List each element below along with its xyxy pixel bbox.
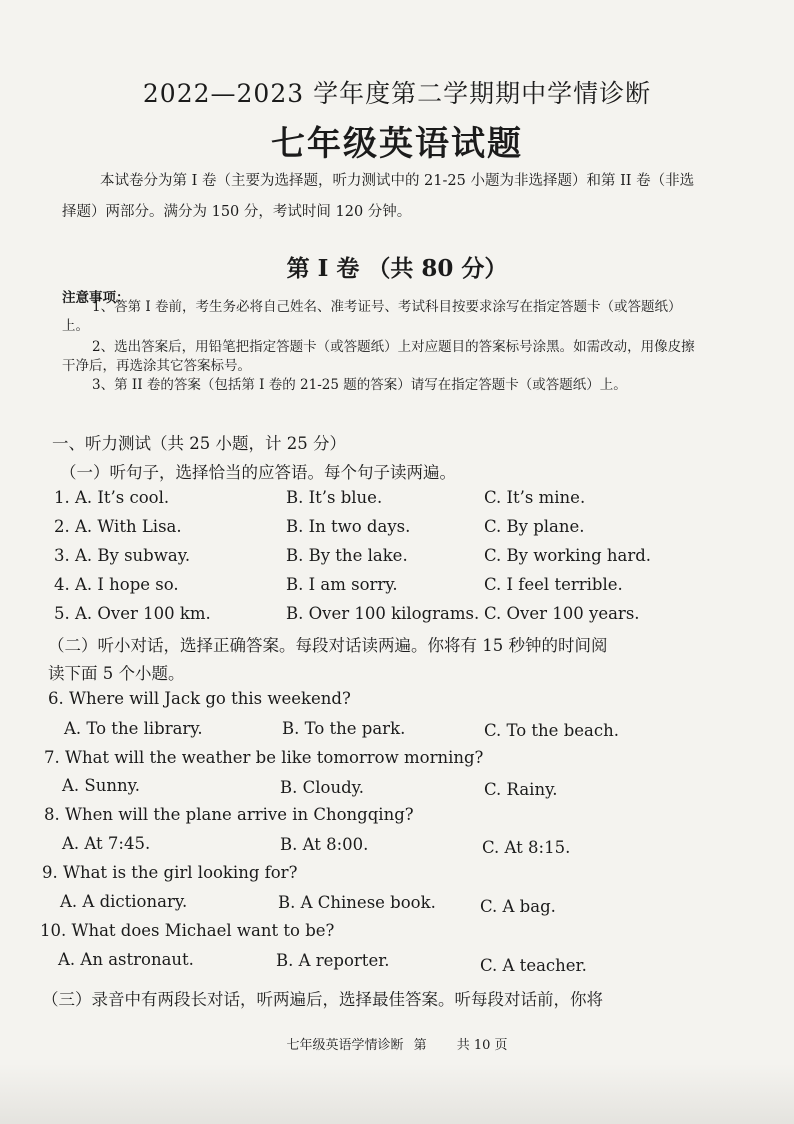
item-7-option-c: C. Rainy. <box>484 780 558 799</box>
item-10-option-b: B. A reporter. <box>276 951 390 970</box>
item-6-option-a: A. To the library. <box>64 719 203 738</box>
exam-title-year: 2022—2023 学年度第二学期期中学情诊断 <box>142 79 652 108</box>
item-5-option-c: C. Over 100 years. <box>484 604 640 623</box>
subsection-1-instruction: （一）听句子，选择恰当的应答语。每个句子读两遍。 <box>60 463 456 482</box>
intro-paragraph: 本试卷分为第 I 卷（主要为选择题，听力测试中的 21-25 小题为非选择题）和第 II 卷（非选择题）两部分。满分为 150 分，考试时间 120 分钟。 <box>62 173 695 220</box>
item-3-option-c: C. By working hard. <box>484 546 652 565</box>
item-8-question: 8. When will the plane arrive in Chongqing? <box>44 805 414 824</box>
item-3-option-b: B. By the lake. <box>286 546 408 565</box>
item-2-option-a: 2. A. With Lisa. <box>54 517 182 536</box>
item-7-question: 7. What will the weather be like tomorrow morning? <box>44 748 484 767</box>
item-2-option-b: B. In two days. <box>286 517 411 536</box>
item-5-option-a: 5. A. Over 100 km. <box>54 604 211 623</box>
item-5-option-b: B. Over 100 kilograms. <box>286 604 480 623</box>
note-3: 3、第 II 卷的答案（包括第 I 卷的 21-25 题的答案）请写在指定答题卡（或答题纸）上。 <box>92 377 627 393</box>
subsection-2-instruction-line2: 读下面 5 个小题。 <box>48 664 185 683</box>
note-2: 2、选出答案后，用铅笔把指定答题卡（或答题纸）上对应题目的答案标号涂黑。如需改动，用像皮擦干净后，再选涂其它答案标号。 <box>62 339 695 374</box>
item-6-option-b: B. To the park. <box>282 719 406 738</box>
item-8-option-c: C. At 8:15. <box>482 838 571 857</box>
footer-total-pages: 共 10 页 <box>456 1038 508 1053</box>
item-9-question: 9. What is the girl looking for? <box>42 863 298 882</box>
part-one-title: 第 I 卷 （共 80 分） <box>286 255 508 282</box>
item-7-option-b: B. Cloudy. <box>280 778 365 797</box>
item-1-option-b: B. It’s blue. <box>286 488 383 507</box>
item-9-option-a: A. A dictionary. <box>60 892 188 911</box>
item-1-option-c: C. It’s mine. <box>484 488 586 507</box>
item-6-option-c: C. To the beach. <box>484 721 619 740</box>
page-footer <box>0 1034 794 1053</box>
item-4-option-a: 4. A. I hope so. <box>54 575 179 594</box>
footer-exam-name: 七年级英语学情诊断 <box>286 1038 404 1053</box>
item-2-option-c: C. By plane. <box>484 517 585 536</box>
item-10-option-c: C. A teacher. <box>480 956 587 975</box>
item-10-question: 10. What does Michael want to be? <box>40 921 335 940</box>
item-1-option-a: 1. A. It’s cool. <box>54 488 170 507</box>
item-8-option-b: B. At 8:00. <box>280 835 369 854</box>
scan-shadow <box>0 1064 794 1124</box>
exam-title-subject: 七年级英语试题 <box>271 124 523 164</box>
item-8-option-a: A. At 7:45. <box>62 834 151 853</box>
item-4-option-c: C. I feel terrible. <box>484 575 623 594</box>
item-4-option-b: B. I am sorry. <box>286 575 398 594</box>
item-9-option-b: B. A Chinese book. <box>278 893 436 912</box>
note-1: 1、答第 I 卷前，考生务必将自己姓名、准考证号、考试科目按要求涂写在指定答题卡（或答题纸）上。 <box>62 299 682 334</box>
subsection-2-instruction-line1: （二）听小对话，选择正确答案。每段对话读两遍。你将有 15 秒钟的时间阅 <box>48 636 608 655</box>
notes-title: 注意事项： <box>62 290 130 306</box>
item-9-option-c: C. A bag. <box>480 897 556 916</box>
subsection-3-instruction: （三）录音中有两段长对话，听两遍后，选择最佳答案。听每段对话前，你将 <box>42 990 603 1009</box>
item-3-option-a: 3. A. By subway. <box>54 546 191 565</box>
footer-page-marker: 第 <box>413 1038 427 1053</box>
item-10-option-a: A. An astronaut. <box>58 950 194 969</box>
item-6-question: 6. Where will Jack go this weekend? <box>48 689 351 708</box>
section-listening-title: 一、听力测试（共 25 小题，计 25 分） <box>52 434 346 453</box>
item-7-option-a: A. Sunny. <box>62 776 140 795</box>
